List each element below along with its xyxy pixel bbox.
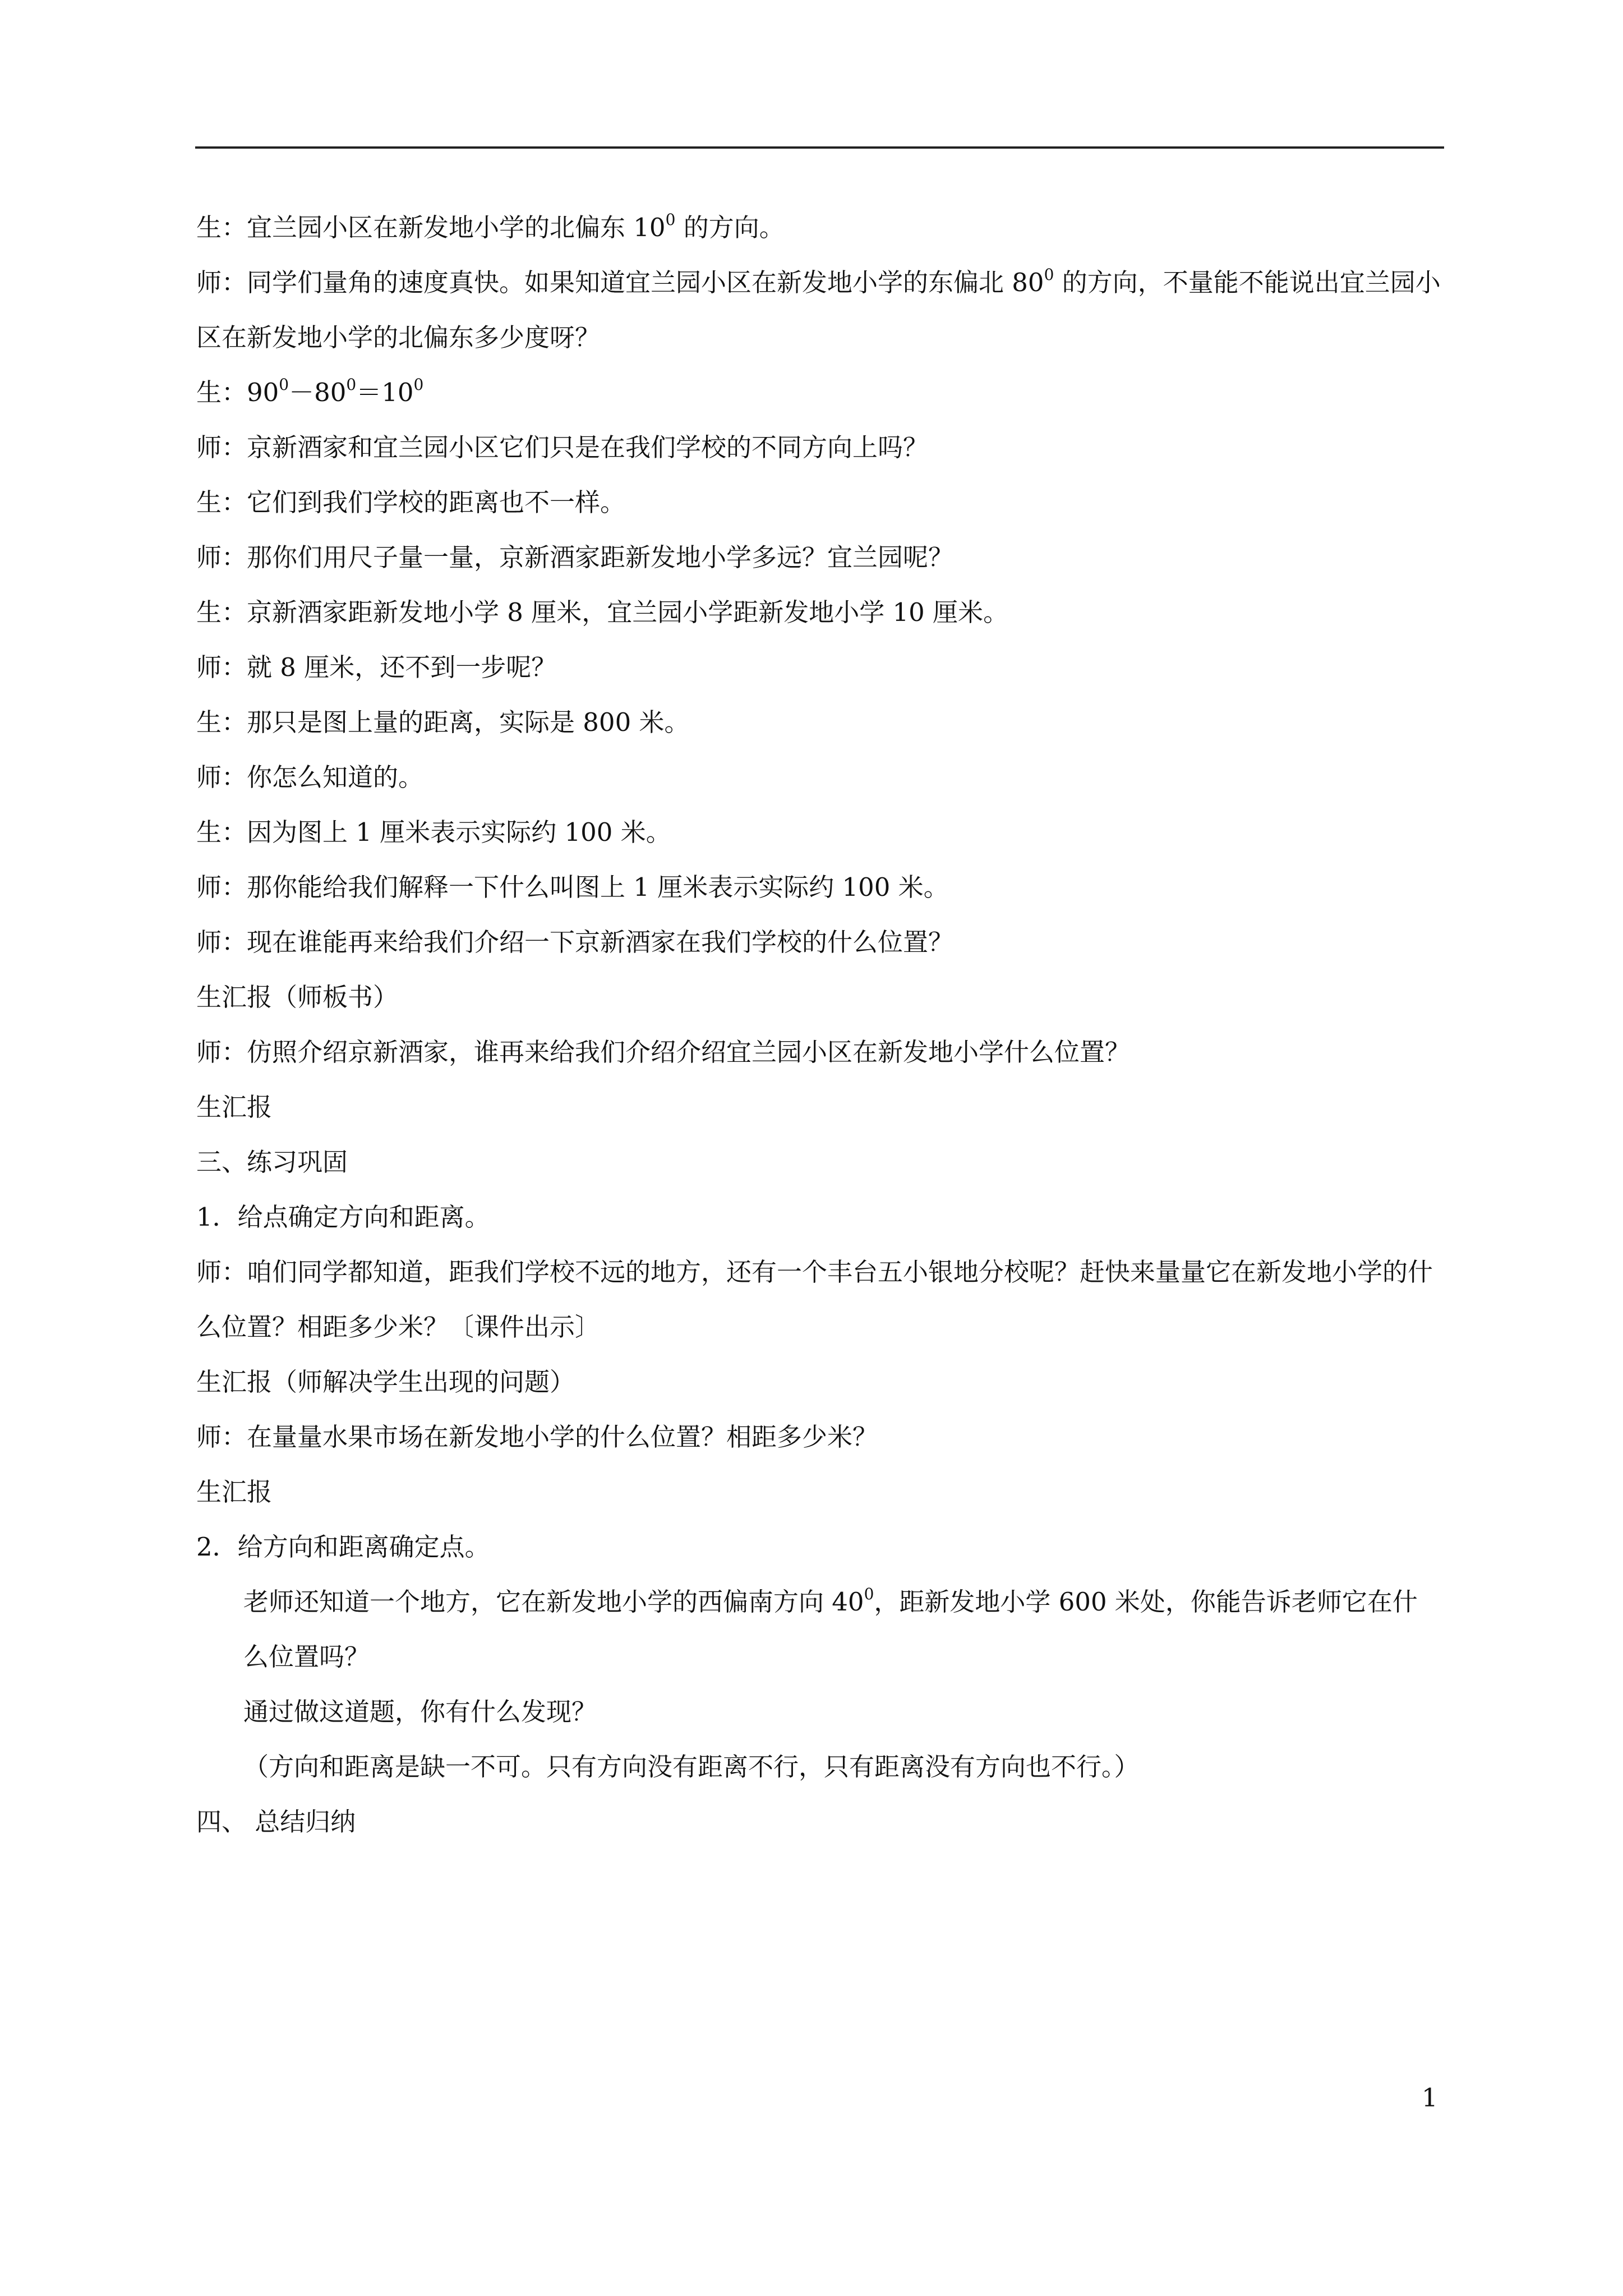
paragraph-text: 生汇报（师解决学生出现的问题） (196, 1367, 575, 1397)
paragraph (196, 750, 1441, 805)
paragraph-text: 生：它们到我们学校的距离也不一样。 (196, 487, 626, 517)
paragraph-text: 师：现在谁能再来给我们介绍一下京新酒家在我们学校的什么位置？ (196, 927, 954, 957)
paragraph (196, 1575, 1441, 1685)
superscript-text: 0 (864, 1585, 874, 1603)
paragraph-text: 师：在量量水果市场在新发地小学的什么位置？相距多少米？ (196, 1422, 878, 1452)
paragraph (196, 805, 1441, 860)
header-rule (195, 146, 1444, 149)
paragraph (196, 365, 1441, 420)
paragraph (196, 695, 1441, 750)
paragraph-text: 师：那你们用尺子量一量，京新酒家距新发地小学多远？宜兰园呢？ (196, 542, 954, 572)
paragraph (196, 1355, 1441, 1410)
paragraph (196, 1465, 1441, 1520)
paragraph-text: 生：那只是图上量的距离，实际是 800 米。 (196, 707, 690, 737)
superscript-text: 0 (346, 375, 357, 394)
paragraph-text: 生：因为图上 1 厘米表示实际约 100 米。 (196, 817, 671, 847)
paragraph-text: 生：90 (196, 378, 279, 407)
paragraph (196, 530, 1441, 585)
paragraph-text: －80 (289, 378, 347, 407)
paragraph-text: 生汇报（师板书） (196, 982, 399, 1012)
paragraph (196, 200, 1441, 255)
paragraph-text: 1．给点确定方向和距离。 (196, 1202, 490, 1232)
paragraph-text: 通过做这道题，你有什么发现？ (243, 1697, 597, 1727)
superscript-text: 0 (413, 375, 424, 394)
paragraph-text: 师：京新酒家和宜兰园小区它们只是在我们学校的不同方向上吗？ (196, 432, 929, 462)
document-body (196, 200, 1441, 1849)
paragraph-text: 师：咱们同学都知道，距我们学校不远的地方，还有一个丰台五小银地分校呢？赶快来量量它在新发地小学的什么位置？相距多少米？〔课件出示〕 (196, 1257, 1433, 1342)
superscript-text: 0 (279, 375, 289, 394)
paragraph (196, 970, 1441, 1025)
paragraph (196, 420, 1441, 475)
paragraph (196, 640, 1441, 695)
paragraph (196, 1025, 1441, 1080)
paragraph-text: 师：同学们量角的速度真快。如果知道宜兰园小区在新发地小学的东偏北 80 (196, 268, 1044, 297)
paragraph (196, 1245, 1441, 1355)
paragraph-text: 师：就 8 厘米，还不到一步呢？ (196, 652, 557, 682)
paragraph (196, 1795, 1441, 1849)
paragraph-text: ＝10 (356, 378, 414, 407)
paragraph (196, 1740, 1441, 1795)
page-number: 1 (1422, 2083, 1438, 2113)
paragraph (196, 1520, 1441, 1575)
paragraph (196, 860, 1441, 915)
paragraph-text: 生：宜兰园小区在新发地小学的北偏东 10 (196, 213, 666, 242)
paragraph-text: 四、 总结归纳 (196, 1807, 356, 1837)
paragraph-text: 师：那你能给我们解释一下什么叫图上 1 厘米表示实际约 100 米。 (196, 872, 949, 902)
paragraph-text: 三、练习巩固 (196, 1147, 348, 1177)
paragraph-text: （方向和距离是缺一不可。只有方向没有距离不行，只有距离没有方向也不行。） (243, 1752, 1140, 1782)
paragraph-text: 的方向，不量能不能说出宜兰园小区在新发地小学的北偏东多少度呀？ (196, 268, 1441, 352)
paragraph (196, 1080, 1441, 1135)
paragraph-text: 老师还知道一个地方，它在新发地小学的西偏南方向 40 (243, 1587, 864, 1617)
paragraph (196, 1135, 1441, 1190)
superscript-text: 0 (665, 210, 676, 229)
paragraph-text: ，距新发地小学 600 米处，你能告诉老师它在什么位置吗？ (243, 1587, 1418, 1672)
paragraph (196, 585, 1441, 640)
paragraph (196, 475, 1441, 530)
superscript-text: 0 (1044, 265, 1054, 284)
paragraph (196, 1685, 1441, 1740)
paragraph-text: 2．给方向和距离确定点。 (196, 1532, 490, 1562)
paragraph (196, 915, 1441, 970)
paragraph (196, 1190, 1441, 1245)
paragraph (196, 255, 1441, 365)
paragraph-text: 生汇报 (196, 1092, 273, 1122)
paragraph-text: 师：仿照介绍京新酒家，谁再来给我们介绍介绍宜兰园小区在新发地小学什么位置？ (196, 1037, 1131, 1067)
paragraph (196, 1410, 1441, 1465)
paragraph-text: 的方向。 (675, 213, 785, 242)
paragraph-text: 师：你怎么知道的。 (196, 762, 424, 792)
paragraph-text: 生汇报 (196, 1477, 273, 1507)
paragraph-text: 生：京新酒家距新发地小学 8 厘米，宜兰园小学距新发地小学 10 厘米。 (196, 597, 1009, 627)
